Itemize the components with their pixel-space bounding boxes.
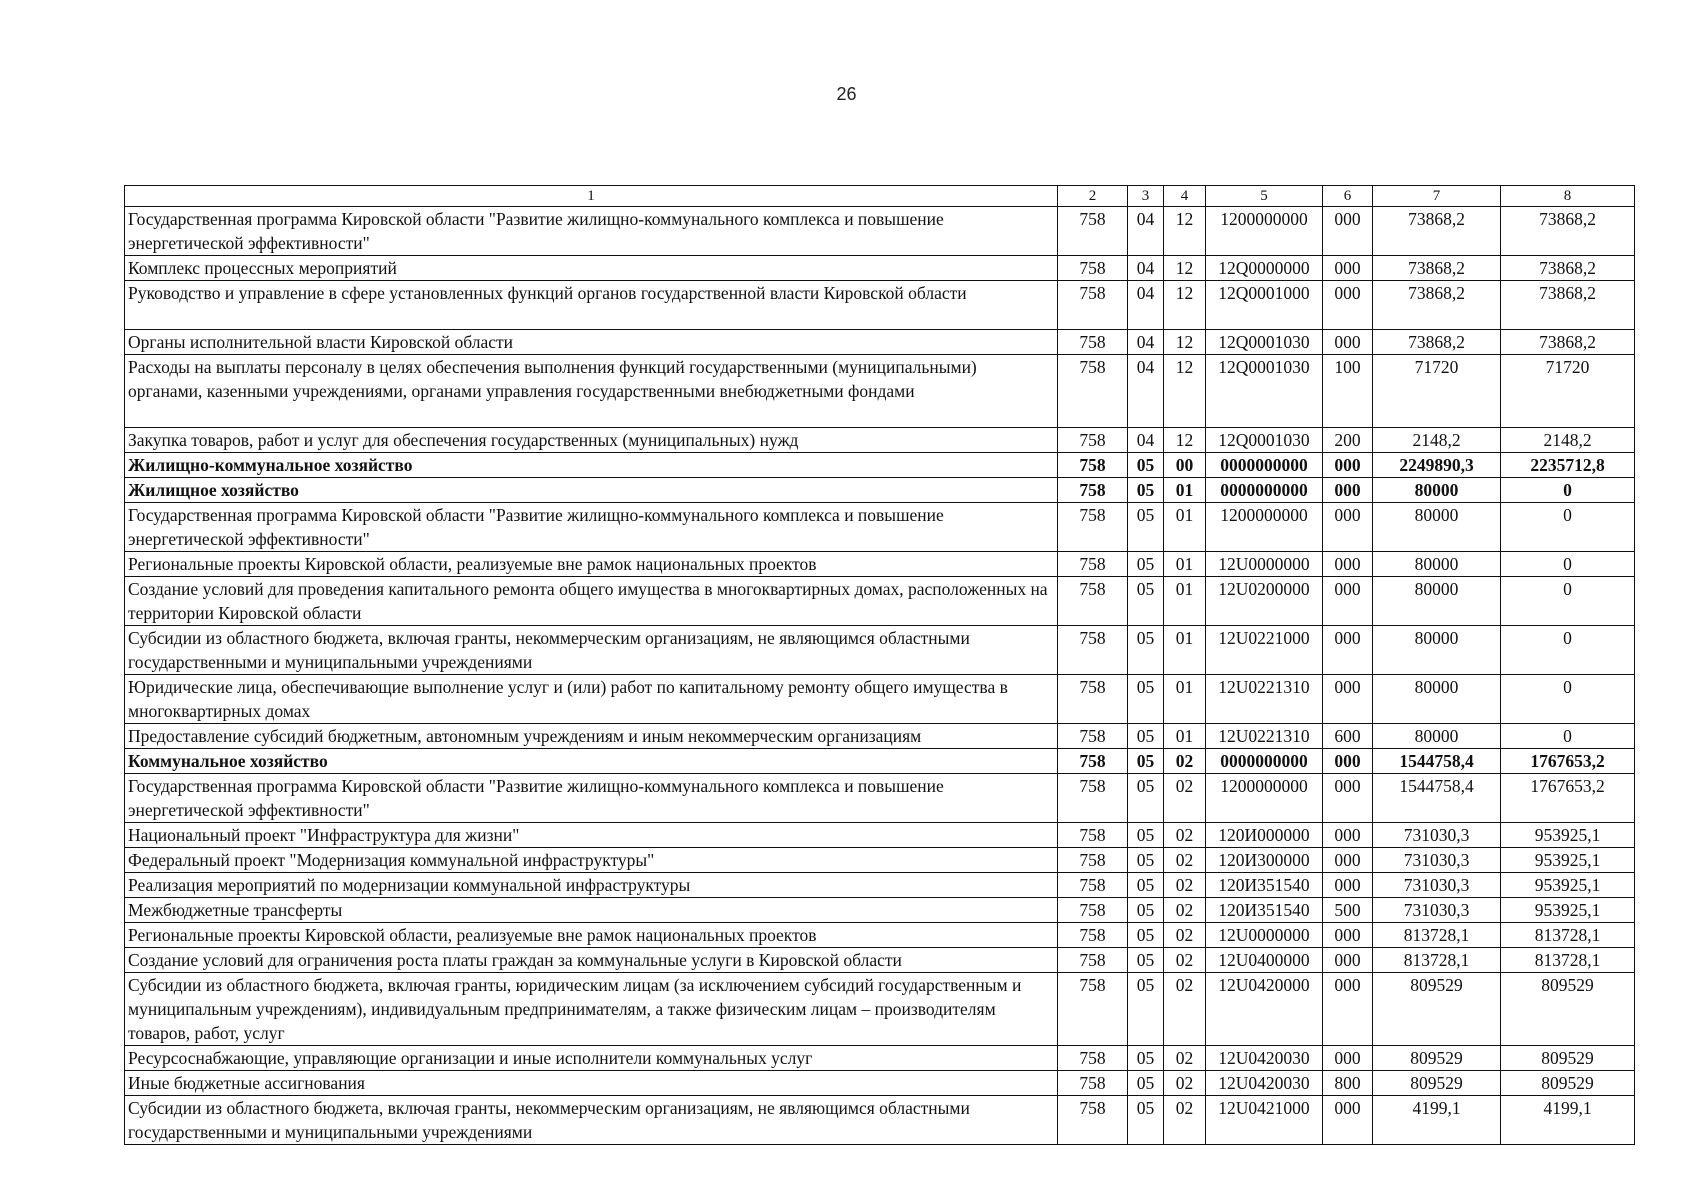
- amount-year2-cell: 809529: [1501, 973, 1635, 1046]
- row-name-cell: Ресурсоснабжающие, управляющие организации и иные исполнители коммунальных услуг: [125, 1046, 1058, 1071]
- table-row: [125, 774, 1635, 823]
- table-header-row: [125, 186, 1635, 207]
- amount-year2-cell: 2148,2: [1501, 428, 1635, 453]
- subsection-cell: 02: [1164, 948, 1206, 973]
- expense-type-cell: 000: [1323, 256, 1373, 281]
- amount-year1-cell: 80000: [1373, 478, 1501, 503]
- amount-year1-cell: 73868,2: [1373, 281, 1501, 330]
- target-article-cell: 12Q0001030: [1206, 428, 1323, 453]
- subsection-cell: 12: [1164, 428, 1206, 453]
- budget-table: [124, 185, 1635, 1145]
- target-article-cell: 12Q0001000: [1206, 281, 1323, 330]
- amount-year1-cell: 2148,2: [1373, 428, 1501, 453]
- code-cell: 758: [1058, 675, 1128, 724]
- amount-year2-cell: 0: [1501, 552, 1635, 577]
- amount-year2-cell: 4199,1: [1501, 1096, 1635, 1145]
- code-cell: 758: [1058, 355, 1128, 428]
- target-article-cell: 12U0420030: [1206, 1071, 1323, 1096]
- code-cell: 758: [1058, 577, 1128, 626]
- subsection-cell: 02: [1164, 1046, 1206, 1071]
- amount-year1-cell: 813728,1: [1373, 923, 1501, 948]
- table-row: [125, 823, 1635, 848]
- target-article-cell: 12U0000000: [1206, 923, 1323, 948]
- amount-year2-cell: 809529: [1501, 1046, 1635, 1071]
- expense-type-cell: 000: [1323, 478, 1373, 503]
- section-cell: 04: [1128, 256, 1164, 281]
- subsection-cell: 01: [1164, 626, 1206, 675]
- amount-year2-cell: 73868,2: [1501, 330, 1635, 355]
- section-cell: 05: [1128, 848, 1164, 873]
- target-article-cell: 12U0400000: [1206, 948, 1323, 973]
- target-article-cell: 0000000000: [1206, 749, 1323, 774]
- row-name-cell: Государственная программа Кировской области "Развитие жилищно-коммунального комплекса и повышение энергетической эффективности": [125, 774, 1058, 823]
- expense-type-cell: 600: [1323, 724, 1373, 749]
- expense-type-cell: 000: [1323, 577, 1373, 626]
- code-cell: 758: [1058, 503, 1128, 552]
- target-article-cell: 12U0200000: [1206, 577, 1323, 626]
- table-row: [125, 281, 1635, 330]
- subsection-cell: 02: [1164, 1096, 1206, 1145]
- row-name-cell: Создание условий для проведения капитального ремонта общего имущества в многоквартирных домах, расположенных на территории Кировской области: [125, 577, 1058, 626]
- amount-year1-cell: 809529: [1373, 1071, 1501, 1096]
- subsection-cell: 00: [1164, 453, 1206, 478]
- column-header: 4: [1164, 186, 1206, 207]
- row-name-cell: Жилищно-коммунальное хозяйство: [125, 453, 1058, 478]
- amount-year1-cell: 1544758,4: [1373, 749, 1501, 774]
- expense-type-cell: 000: [1323, 1046, 1373, 1071]
- amount-year1-cell: 80000: [1373, 503, 1501, 552]
- section-cell: 04: [1128, 281, 1164, 330]
- amount-year1-cell: 4199,1: [1373, 1096, 1501, 1145]
- amount-year2-cell: 813728,1: [1501, 948, 1635, 973]
- row-name-cell: Закупка товаров, работ и услуг для обеспечения государственных (муниципальных) нужд: [125, 428, 1058, 453]
- subsection-cell: 01: [1164, 552, 1206, 577]
- amount-year1-cell: 71720: [1373, 355, 1501, 428]
- expense-type-cell: 500: [1323, 898, 1373, 923]
- expense-type-cell: 000: [1323, 1096, 1373, 1145]
- target-article-cell: 12U0221310: [1206, 675, 1323, 724]
- target-article-cell: 12U0420000: [1206, 973, 1323, 1046]
- column-header: 5: [1206, 186, 1323, 207]
- row-name-cell: Государственная программа Кировской области "Развитие жилищно-коммунального комплекса и повышение энергетической эффективности": [125, 503, 1058, 552]
- code-cell: 758: [1058, 823, 1128, 848]
- target-article-cell: 0000000000: [1206, 453, 1323, 478]
- subsection-cell: 02: [1164, 774, 1206, 823]
- amount-year1-cell: 73868,2: [1373, 207, 1501, 256]
- expense-type-cell: 000: [1323, 281, 1373, 330]
- amount-year1-cell: 731030,3: [1373, 898, 1501, 923]
- expense-type-cell: 000: [1323, 330, 1373, 355]
- amount-year2-cell: 0: [1501, 626, 1635, 675]
- section-cell: 05: [1128, 552, 1164, 577]
- expense-type-cell: 800: [1323, 1071, 1373, 1096]
- table-row: [125, 1096, 1635, 1145]
- section-cell: 05: [1128, 577, 1164, 626]
- amount-year1-cell: 80000: [1373, 675, 1501, 724]
- table-body: [125, 207, 1635, 1145]
- section-cell: 05: [1128, 626, 1164, 675]
- column-header: 8: [1501, 186, 1635, 207]
- table-row: [125, 1046, 1635, 1071]
- target-article-cell: 1200000000: [1206, 207, 1323, 256]
- section-cell: 05: [1128, 503, 1164, 552]
- target-article-cell: 12Q0000000: [1206, 256, 1323, 281]
- target-article-cell: 120И000000: [1206, 823, 1323, 848]
- amount-year1-cell: 809529: [1373, 1046, 1501, 1071]
- target-article-cell: 12U0421000: [1206, 1096, 1323, 1145]
- amount-year2-cell: 0: [1501, 675, 1635, 724]
- amount-year2-cell: 73868,2: [1501, 256, 1635, 281]
- section-cell: 05: [1128, 1046, 1164, 1071]
- row-name-cell: Коммунальное хозяйство: [125, 749, 1058, 774]
- section-cell: 05: [1128, 749, 1164, 774]
- subsection-cell: 02: [1164, 749, 1206, 774]
- target-article-cell: 12Q0001030: [1206, 355, 1323, 428]
- amount-year1-cell: 80000: [1373, 724, 1501, 749]
- amount-year1-cell: 731030,3: [1373, 873, 1501, 898]
- expense-type-cell: 100: [1323, 355, 1373, 428]
- column-header: 6: [1323, 186, 1373, 207]
- target-article-cell: 120И351540: [1206, 898, 1323, 923]
- expense-type-cell: 000: [1323, 675, 1373, 724]
- row-name-cell: Предоставление субсидий бюджетным, автономным учреждениям и иным некоммерческим организациям: [125, 724, 1058, 749]
- amount-year2-cell: 1767653,2: [1501, 749, 1635, 774]
- amount-year2-cell: 73868,2: [1501, 281, 1635, 330]
- row-name-cell: Федеральный проект "Модернизация коммунальной инфраструктуры": [125, 848, 1058, 873]
- amount-year1-cell: 80000: [1373, 577, 1501, 626]
- target-article-cell: 12U0000000: [1206, 552, 1323, 577]
- table-row: [125, 724, 1635, 749]
- amount-year2-cell: 0: [1501, 577, 1635, 626]
- subsection-cell: 01: [1164, 675, 1206, 724]
- column-header: 7: [1373, 186, 1501, 207]
- code-cell: 758: [1058, 1071, 1128, 1096]
- expense-type-cell: 000: [1323, 503, 1373, 552]
- table-row: [125, 973, 1635, 1046]
- code-cell: 758: [1058, 330, 1128, 355]
- subsection-cell: 02: [1164, 848, 1206, 873]
- row-name-cell: Реализация мероприятий по модернизации коммунальной инфраструктуры: [125, 873, 1058, 898]
- amount-year1-cell: 73868,2: [1373, 256, 1501, 281]
- subsection-cell: 12: [1164, 256, 1206, 281]
- table-row: [125, 207, 1635, 256]
- table-row: [125, 948, 1635, 973]
- table-row: [125, 577, 1635, 626]
- target-article-cell: 12U0221310: [1206, 724, 1323, 749]
- row-name-cell: Комплекс процессных мероприятий: [125, 256, 1058, 281]
- expense-type-cell: 000: [1323, 207, 1373, 256]
- subsection-cell: 12: [1164, 281, 1206, 330]
- target-article-cell: 1200000000: [1206, 503, 1323, 552]
- target-article-cell: 12Q0001030: [1206, 330, 1323, 355]
- section-cell: 05: [1128, 724, 1164, 749]
- section-cell: 04: [1128, 355, 1164, 428]
- row-name-cell: Создание условий для ограничения роста платы граждан за коммунальные услуги в Кировской области: [125, 948, 1058, 973]
- amount-year1-cell: 2249890,3: [1373, 453, 1501, 478]
- code-cell: 758: [1058, 256, 1128, 281]
- table-row: [125, 626, 1635, 675]
- expense-type-cell: 000: [1323, 873, 1373, 898]
- row-name-cell: Органы исполнительной власти Кировской области: [125, 330, 1058, 355]
- amount-year2-cell: 0: [1501, 503, 1635, 552]
- amount-year2-cell: 953925,1: [1501, 898, 1635, 923]
- row-name-cell: Субсидии из областного бюджета, включая гранты, некоммерческим организациям, не являющимся областными государственными и муниципальными учреждениями: [125, 1096, 1058, 1145]
- code-cell: 758: [1058, 873, 1128, 898]
- section-cell: 05: [1128, 898, 1164, 923]
- code-cell: 758: [1058, 1096, 1128, 1145]
- code-cell: 758: [1058, 626, 1128, 675]
- amount-year1-cell: 731030,3: [1373, 848, 1501, 873]
- amount-year2-cell: 953925,1: [1501, 848, 1635, 873]
- code-cell: 758: [1058, 973, 1128, 1046]
- amount-year2-cell: 71720: [1501, 355, 1635, 428]
- section-cell: 05: [1128, 1071, 1164, 1096]
- table-row: [125, 848, 1635, 873]
- amount-year1-cell: 813728,1: [1373, 948, 1501, 973]
- section-cell: 05: [1128, 478, 1164, 503]
- section-cell: 05: [1128, 973, 1164, 1046]
- subsection-cell: 12: [1164, 330, 1206, 355]
- target-article-cell: 120И351540: [1206, 873, 1323, 898]
- row-name-cell: Юридические лица, обеспечивающие выполнение услуг и (или) работ по капитальному ремонту общего имущества в многоквартирных домах: [125, 675, 1058, 724]
- amount-year1-cell: 73868,2: [1373, 330, 1501, 355]
- section-cell: 05: [1128, 873, 1164, 898]
- expense-type-cell: 000: [1323, 848, 1373, 873]
- table-row: [125, 256, 1635, 281]
- row-name-cell: Жилищное хозяйство: [125, 478, 1058, 503]
- code-cell: 758: [1058, 948, 1128, 973]
- target-article-cell: 0000000000: [1206, 478, 1323, 503]
- table-row: [125, 1071, 1635, 1096]
- row-name-cell: Государственная программа Кировской области "Развитие жилищно-коммунального комплекса и повышение энергетической эффективности": [125, 207, 1058, 256]
- expense-type-cell: 000: [1323, 948, 1373, 973]
- amount-year2-cell: 2235712,8: [1501, 453, 1635, 478]
- subsection-cell: 12: [1164, 207, 1206, 256]
- expense-type-cell: 000: [1323, 923, 1373, 948]
- code-cell: 758: [1058, 281, 1128, 330]
- row-name-cell: Иные бюджетные ассигнования: [125, 1071, 1058, 1096]
- amount-year1-cell: 809529: [1373, 973, 1501, 1046]
- section-cell: 05: [1128, 774, 1164, 823]
- section-cell: 05: [1128, 453, 1164, 478]
- subsection-cell: 02: [1164, 823, 1206, 848]
- table-row: [125, 898, 1635, 923]
- amount-year2-cell: 0: [1501, 478, 1635, 503]
- code-cell: 758: [1058, 923, 1128, 948]
- amount-year2-cell: 1767653,2: [1501, 774, 1635, 823]
- row-name-cell: Межбюджетные трансферты: [125, 898, 1058, 923]
- subsection-cell: 02: [1164, 973, 1206, 1046]
- subsection-cell: 01: [1164, 724, 1206, 749]
- code-cell: 758: [1058, 1046, 1128, 1071]
- table-row: [125, 503, 1635, 552]
- page-number: 26: [836, 84, 857, 104]
- subsection-cell: 01: [1164, 503, 1206, 552]
- subsection-cell: 01: [1164, 577, 1206, 626]
- amount-year2-cell: 953925,1: [1501, 823, 1635, 848]
- table-row: [125, 552, 1635, 577]
- table-row: [125, 330, 1635, 355]
- expense-type-cell: 000: [1323, 552, 1373, 577]
- expense-type-cell: 000: [1323, 453, 1373, 478]
- table-row: [125, 355, 1635, 428]
- table-row: [125, 749, 1635, 774]
- code-cell: 758: [1058, 848, 1128, 873]
- expense-type-cell: 000: [1323, 774, 1373, 823]
- subsection-cell: 02: [1164, 873, 1206, 898]
- amount-year2-cell: 953925,1: [1501, 873, 1635, 898]
- code-cell: 758: [1058, 774, 1128, 823]
- table-row: [125, 873, 1635, 898]
- expense-type-cell: 000: [1323, 749, 1373, 774]
- row-name-cell: Региональные проекты Кировской области, реализуемые вне рамок национальных проектов: [125, 552, 1058, 577]
- section-cell: 05: [1128, 948, 1164, 973]
- row-name-cell: Расходы на выплаты персоналу в целях обеспечения выполнения функций государственными (муниципальными) органами, казенными учреждениями, органами управления государственными внебюджетными фондами: [125, 355, 1058, 428]
- amount-year2-cell: 0: [1501, 724, 1635, 749]
- amount-year2-cell: 813728,1: [1501, 923, 1635, 948]
- table-row: [125, 923, 1635, 948]
- code-cell: 758: [1058, 428, 1128, 453]
- code-cell: 758: [1058, 453, 1128, 478]
- column-header: 1: [125, 186, 1058, 207]
- target-article-cell: 12U0420030: [1206, 1046, 1323, 1071]
- target-article-cell: 1200000000: [1206, 774, 1323, 823]
- row-name-cell: Национальный проект "Инфраструктура для жизни": [125, 823, 1058, 848]
- section-cell: 05: [1128, 923, 1164, 948]
- section-cell: 05: [1128, 823, 1164, 848]
- subsection-cell: 02: [1164, 898, 1206, 923]
- table-row: [125, 478, 1635, 503]
- row-name-cell: Субсидии из областного бюджета, включая гранты, некоммерческим организациям, не являющимся областными государственными и муниципальными учреждениями: [125, 626, 1058, 675]
- code-cell: 758: [1058, 552, 1128, 577]
- code-cell: 758: [1058, 749, 1128, 774]
- section-cell: 05: [1128, 675, 1164, 724]
- expense-type-cell: 000: [1323, 626, 1373, 675]
- section-cell: 04: [1128, 428, 1164, 453]
- table-row: [125, 428, 1635, 453]
- subsection-cell: 01: [1164, 478, 1206, 503]
- expense-type-cell: 000: [1323, 823, 1373, 848]
- section-cell: 05: [1128, 1096, 1164, 1145]
- row-name-cell: Руководство и управление в сфере установленных функций органов государственной власти Кировской области: [125, 281, 1058, 330]
- amount-year1-cell: 731030,3: [1373, 823, 1501, 848]
- table-row: [125, 453, 1635, 478]
- code-cell: 758: [1058, 898, 1128, 923]
- section-cell: 04: [1128, 330, 1164, 355]
- amount-year1-cell: 80000: [1373, 626, 1501, 675]
- code-cell: 758: [1058, 207, 1128, 256]
- amount-year1-cell: 80000: [1373, 552, 1501, 577]
- target-article-cell: 12U0221000: [1206, 626, 1323, 675]
- column-header: 2: [1058, 186, 1128, 207]
- code-cell: 758: [1058, 478, 1128, 503]
- row-name-cell: Субсидии из областного бюджета, включая гранты, юридическим лицам (за исключением субсидий государственным и муниципальным учреждениям), индивидуальным предпринимателям, а также физическим лицам – производителям товаров, работ, услуг: [125, 973, 1058, 1046]
- expense-type-cell: 000: [1323, 973, 1373, 1046]
- target-article-cell: 120И300000: [1206, 848, 1323, 873]
- column-header: 3: [1128, 186, 1164, 207]
- expense-type-cell: 200: [1323, 428, 1373, 453]
- amount-year1-cell: 1544758,4: [1373, 774, 1501, 823]
- subsection-cell: 12: [1164, 355, 1206, 428]
- row-name-cell: Региональные проекты Кировской области, реализуемые вне рамок национальных проектов: [125, 923, 1058, 948]
- code-cell: 758: [1058, 724, 1128, 749]
- amount-year2-cell: 809529: [1501, 1071, 1635, 1096]
- amount-year2-cell: 73868,2: [1501, 207, 1635, 256]
- subsection-cell: 02: [1164, 923, 1206, 948]
- section-cell: 04: [1128, 207, 1164, 256]
- subsection-cell: 02: [1164, 1071, 1206, 1096]
- table-row: [125, 675, 1635, 724]
